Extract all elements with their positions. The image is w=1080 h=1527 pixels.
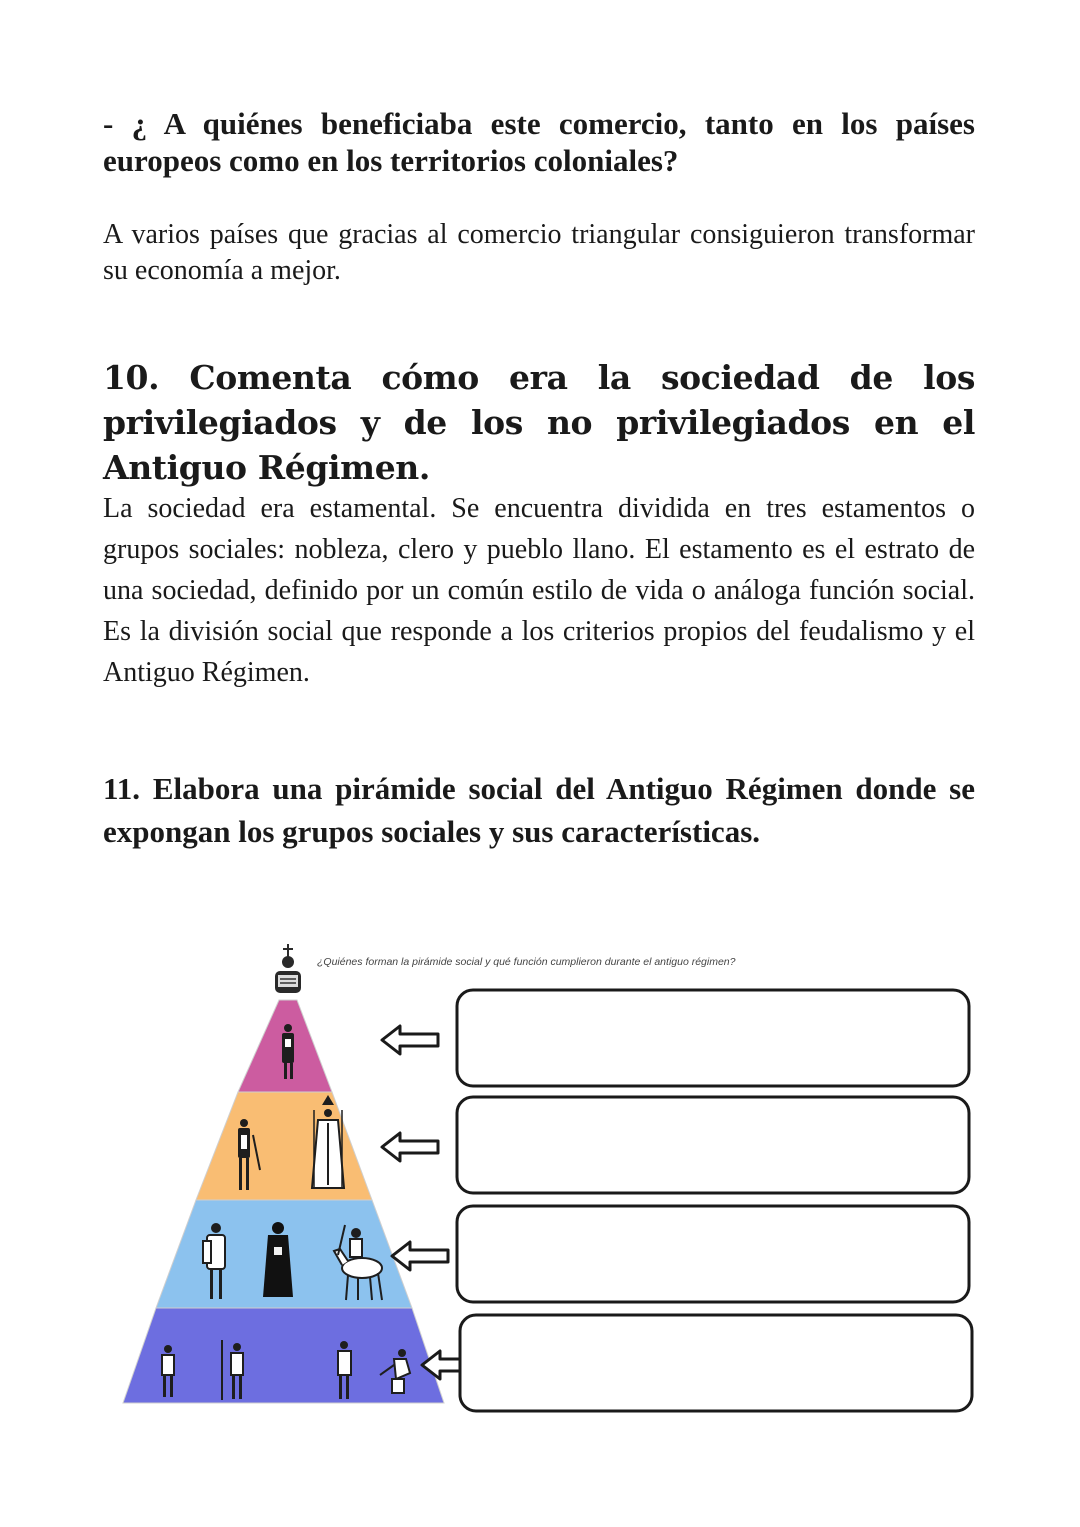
crown-icon: [275, 944, 301, 993]
left-arrow-icon: [382, 1026, 438, 1054]
pyramid-answer-boxes: [457, 990, 972, 1411]
question-10-heading: 10. Comenta cómo era la sociedad de los privilegiados y de los no privilegiados en el Antiguo Régimen.: [103, 358, 975, 487]
answer-box-1[interactable]: [457, 990, 969, 1086]
left-arrow-icon: [382, 1133, 438, 1161]
question-11-heading: 11. Elabora una pirámide social del Antiguo Régimen donde se expongan los grupos sociales y sus características.: [103, 771, 975, 849]
question-trade-beneficiaries: - ¿ A quiénes beneficiaba este comercio, tanto en los países europeos como en los territorios coloniales?: [103, 106, 975, 178]
answer-box-2[interactable]: [457, 1097, 969, 1193]
pyramid-caption: ¿Quiénes forman la pirámide social y qué función cumplieron durante el antiguo régimen?: [317, 956, 736, 968]
answer-box-4[interactable]: [460, 1315, 972, 1411]
pyramid-tier-privileged: [196, 1092, 372, 1200]
answer-10: La sociedad era estamental. Se encuentra dividida en tres estamentos o grupos sociales: nobleza, clero y pueblo llano. El estamento es el estrato de una sociedad, definido por un común estilo de vida o análoga función social. Es la división social que responde a los criterios propios del feudalismo y el Antiguo Régimen.: [103, 493, 975, 688]
answer-box-3[interactable]: [457, 1206, 969, 1302]
answer-trade-beneficiaries: A varios países que gracias al comercio triangular consiguieron transformar su economía a mejor.: [103, 219, 975, 286]
left-arrow-icon: [392, 1242, 448, 1270]
social-pyramid-figure: [110, 935, 990, 1425]
